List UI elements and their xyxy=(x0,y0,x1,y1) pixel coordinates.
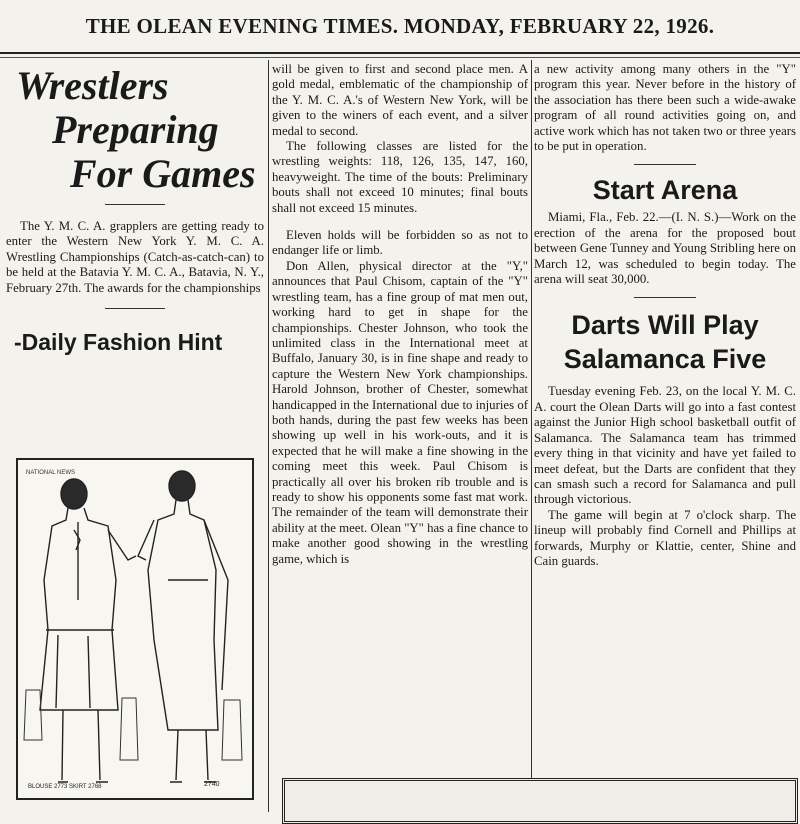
darts-headline-line-1: Darts Will Play xyxy=(571,310,759,341)
darts-paragraph-2: The game will begin at 7 o'clock sharp. The lineup will probably find Cornell and Phillips at forwards, Murphy or Klattie, center, Shine and Cain guards. xyxy=(534,507,796,568)
pattern-number-right: 2740 xyxy=(204,781,220,788)
fashion-illustration xyxy=(16,458,254,800)
column-divider-2 xyxy=(531,60,532,812)
fashion-headline: -Daily Fashion Hint xyxy=(14,329,223,356)
article-separator-2 xyxy=(634,297,696,298)
bottom-ad-border xyxy=(282,778,798,824)
wrestlers-continued-paragraph-1: will be given to first and second place men. A gold medal, emblematic of the championship of the Y. M. C. A.'s of Western New York, will be given to the winers of each event, and a silver medal to second. xyxy=(272,62,528,138)
column-right xyxy=(534,62,796,569)
wrestlers-continued-paragraph-3: Eleven holds will be forbidden so as not to endanger life or limb. xyxy=(272,228,528,258)
wrestlers-continued-paragraph-5: a new activity among many others in the "Y" program this year. Never before in the history of the association has there been such a wide-awake program of all round activities going on, and active work which has not taken two or three years to be put in operation. xyxy=(534,62,796,154)
pattern-number-left: BLOUSE 2773 SKIRT 2768 xyxy=(28,784,102,790)
masthead-rule-thin xyxy=(0,57,800,58)
masthead: THE OLEAN EVENING TIMES. MONDAY, FEBRUARY 22, 1926. xyxy=(85,14,715,38)
fashion-drawing xyxy=(18,460,252,798)
article-separator-1 xyxy=(634,164,696,165)
column-middle xyxy=(272,62,528,567)
article-end-rule xyxy=(105,308,165,309)
column-divider-1 xyxy=(268,60,269,812)
fashion-corner-label: NATIONAL NEWS xyxy=(26,470,76,476)
masthead-rule xyxy=(0,52,800,54)
wrestlers-headline-line-3: For Games xyxy=(70,151,256,196)
wrestlers-intro-paragraph: The Y. M. C. A. grapplers are getting ready to enter the Western New York Y. M. C. A. Wrestling Championships (Catch-as-catch-can) to be held at the Batavia Y. M. C. A., Batavia, N. Y., February 27th. The awards for the championships xyxy=(6,219,264,295)
arena-headline: Start Arena xyxy=(592,175,738,206)
wrestlers-headline-line-2: Preparing xyxy=(52,107,219,152)
column-left xyxy=(6,62,264,356)
darts-headline xyxy=(534,308,796,376)
wrestlers-headline xyxy=(6,64,264,196)
arena-paragraph: Miami, Fla., Feb. 22.—(I. N. S.)—Work on the erection of the arena for the proposed bout between Gene Tunney and Young Stribling here on March 12, was scheduled to begin today. The arena will seat 30,000. xyxy=(534,210,796,287)
darts-paragraph-1: Tuesday evening Feb. 23, on the local Y. M. C. A. court the Olean Darts will go into a fast contest against the Junior High school basketball outfit of Salamanca. The Salamanca team has trimmed every thing in that vicinity and have yet failed to meet defeat, but the Darts are confident that they can smash such a record for Salamanca and pull through victorious. xyxy=(534,384,796,507)
headline-rule xyxy=(105,204,165,205)
darts-headline-line-2: Salamanca Five xyxy=(563,344,767,375)
wrestlers-continued-paragraph-4: Don Allen, physical director at the "Y," announces that Paul Chisom, captain of the "Y" wrestling team, has a fine group of mat men out, working hard to get in shape for the championships. Chester Johnson, who took the unlimited class in the International meet at Buffalo, January 30, is in fine shape and ready to capture the Western New York championships. Harold Johnson, brother of Chester, somewhat handicapped in the International due to injuries of both hands, during the past few weeks has been showing up well in his work-outs, and it is expected that he will make a fine showing in the coming meet this week. Paul Chisom is practically all over his broken rib trouble and is ready to show his opponents some fast mat work. The remainder of the team will demonstrate their ability at the meet. Olean "Y" has a fine chance to make another good showing in the wrestling game, which is xyxy=(272,258,528,566)
wrestlers-continued-paragraph-2: The following classes are listed for the wrestling weights: 118, 126, 135, 147, 160, heavyweight. The time of the bouts: Preliminary bouts shall not exceed 10 minutes; final bouts shall not exceed 15 minutes. xyxy=(272,139,528,215)
wrestlers-headline-line-1: Wrestlers xyxy=(16,63,169,108)
